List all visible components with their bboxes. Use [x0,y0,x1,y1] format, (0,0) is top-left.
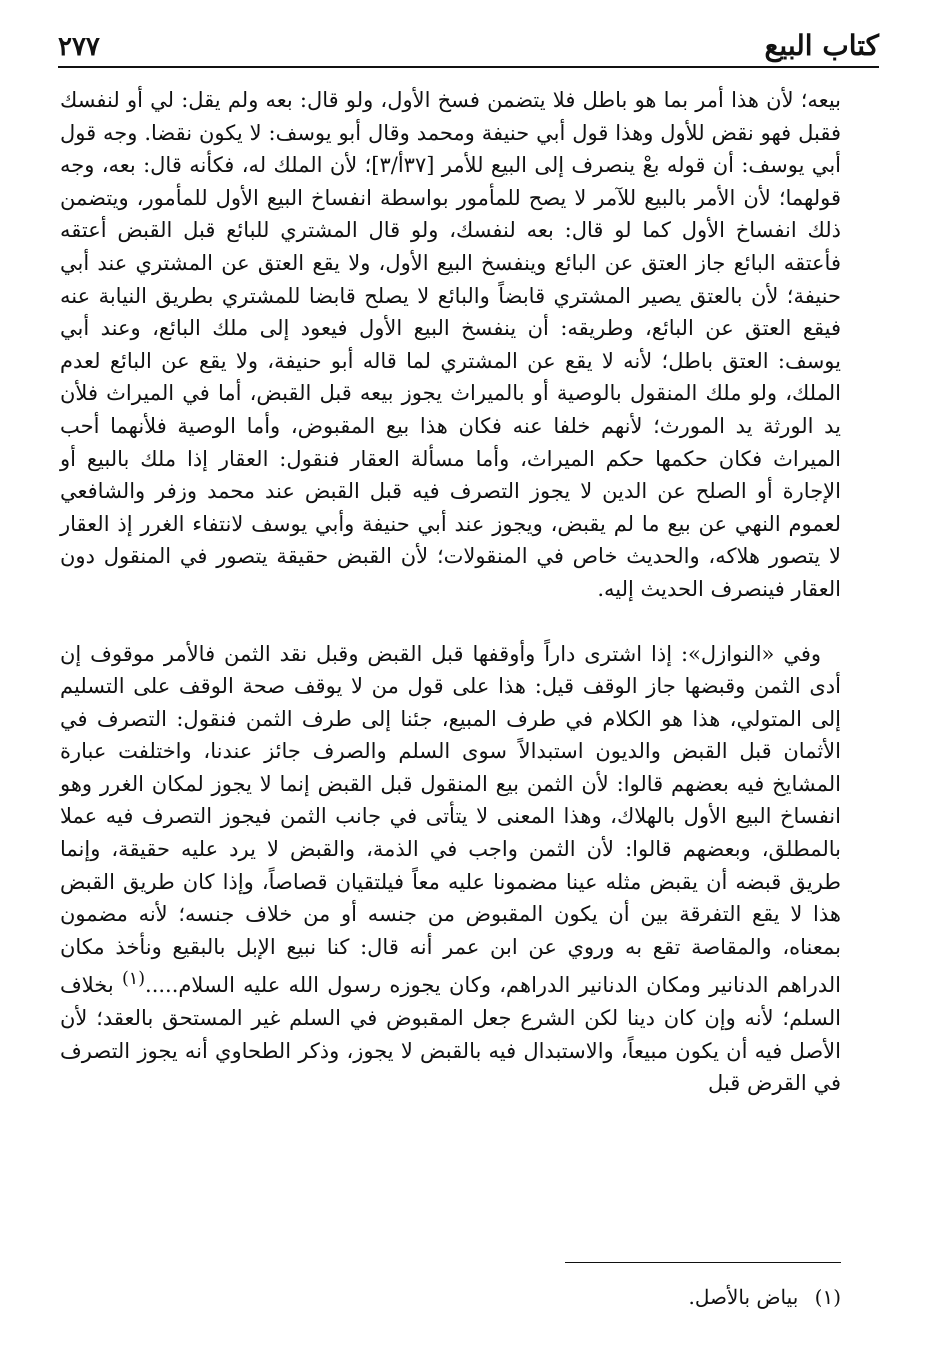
footnote-text: بياض بالأصل. [688,1285,799,1309]
page-header [58,22,879,68]
footnote-reference: (١) [121,969,146,990]
footnote-marker: (١) [814,1285,841,1309]
main-text [60,84,841,1100]
paragraph-2-continuation: بخلاف السلم؛ لأنه وإن كان دينا لكن الشرع جعل المقبوض في السلم غير المستحق بالعقد؛ لأن الأصل فيه أن يكون مبيعاً، والاستبدال فيه بالقبض لا يجوز، وذكر الطحاوي أنه يجوز التصرف في القرض قبل [60,973,841,1096]
page-number: ٢٧٧ [58,32,100,62]
paragraph-2 [60,638,841,1100]
running-title: كتاب البيع [764,29,879,62]
footnote [60,1282,841,1312]
paragraph-1: بيعه؛ لأن هذا أمر بما هو باطل فلا يتضمن فسخ الأول، ولو قال: بعه ولم يقل: لي أو لنفسك فقبل فهو نقض للأول وهذا قول أبي حنيفة ومحمد وقال أبو يوسف: لا يكون نقضا. وجه قول أبي يوسف: أن قوله بعْ ينصرف إلى البيع للأمر [٣٧أ/٣]؛ لأن الملك له، فكأنه قال: بعه، وجه قولهما؛ لأن الأمر بالبيع للآمر لا يصح للمأمور بواسطة انفساخ البيع الأول للمأمور، ويتضمن ذلك انفساخ الأول كما لو قال: بعه لنفسك، ولو قال المشتري للبائع قبل القبض أعتقه فأعتقه البائع جاز العتق عن البائع وينفسخ البيع الأول، ولا يقع العتق عن المشتري عند أبي حنيفة؛ لأن بالعتق يصير المشتري قابضاً والبائع لا يصلح قابضا للمشتري بطريق النيابة عنه فيقع العتق عن البائع، وطريقه: أن ينفسخ البيع الأول فيعود إلى ملك البائع، وعند أبي يوسف: العتق باطل؛ لأنه لا يقع عن المشتري لما قاله أبو حنيفة، ولا يقع عن البائع لعدم الملك، ولو ملك المنقول بالوصية أو بالميراث يجوز بيعه قبل القبض، أما في الميراث فلأن يد الورثة يد المورث؛ لأنهم خلفا عنه فكان هذا بيع المقبوض، وأما الوصية فلأنهما أحب الميراث فكان حكمها حكم الميراث، وأما مسألة العقار فنقول: العقار إذا ملك بالبيع أو الإجارة أو الصلح عن الدين لا يجوز التصرف فيه قبل القبض عند محمد وزفر والشافعي لعموم النهي عن بيع ما لم يقبض، ويجوز عند أبي حنيفة وأبي يوسف لانتفاء الغرر إذ العقار لا يتصور هلاكه، والحديث خاص في المنقولات؛ لأن القبض حقيقة يتصور في المنقول دون العقار فينصرف الحديث إليه. [60,88,841,601]
paragraph-2-text: وفي «النوازل»: إذا اشترى داراً وأوقفها قبل القبض وقبل نقد الثمن فالأمر موقوف إن أدى الثمن وقبضها جاز الوقف قيل: هذا على قول من لا يوقف صحة الوقف على التسليم إلى المتولي، هذا هو الكلام في طرف المبيع، جئنا إلى طرف الثمن فنقول: التصرف في الأثمان قبل القبض والديون استبدالاً سوى السلم والصرف جائز عندنا، واختلفت عبارة المشايخ فيه بعضهم قالوا: لأن الثمن بيع المنقول قبل القبض إنما لا يجوز لمكان الغرر وهو انفساخ البيع الأول بالهلاك، وهذا المعنى لا يتأتى في جانب الثمن فيجوز التصرف فيه عملا بالمطلق، وبعضهم قالوا: لأن الثمن واجب في الذمة، والقبض لا يرد عليه حقيقة، وإنما طريق قبضه أن يقبض مثله عينا مضمونا عليه معاً فيلتقيان قصاصاً، وإذا كان طريق القبض هذا لا يقع التفرقة بين أن يكون المقبوض من جنسه أو من خلاف جنسه؛ لأنه مضمون بمعناه، والمقاصة تقع به وروي عن ابن عمر أنه قال: كنا نبيع الإبل بالبقيع ونأخذ مكان الدراهم الدنانير ومكان الدنانير الدراهم، وكان يجوزه رسول الله عليه السلام..... [60,641,841,998]
footnote-divider [565,1262,841,1263]
